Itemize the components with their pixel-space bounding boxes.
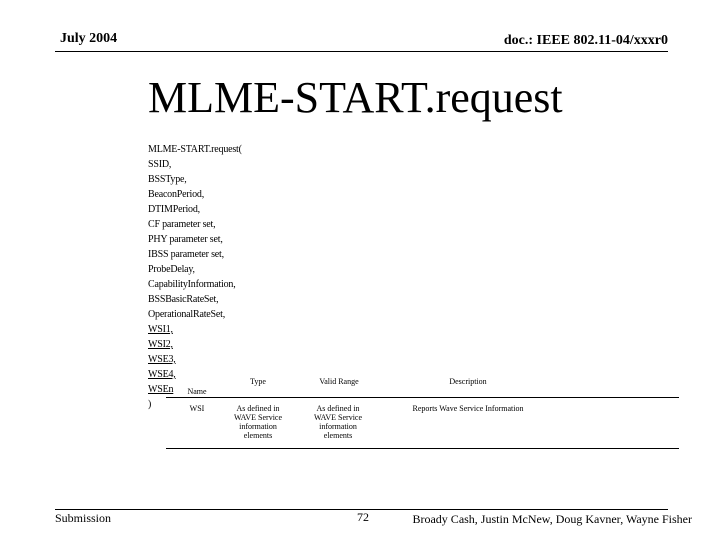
table-cell-name: WSI — [189, 404, 205, 413]
primitive-line: BeaconPeriod, — [148, 189, 204, 200]
table-bottom-rule — [166, 448, 679, 449]
table-cell-type: As defined in WAVE Service information elements — [233, 404, 283, 440]
primitive-line-underlined: WSI2, — [148, 339, 173, 350]
header-divider — [55, 51, 668, 52]
primitive-line: PHY parameter set, — [148, 234, 223, 245]
primitive-line-underlined: WSE4, — [148, 369, 176, 380]
table-cell-valid-range: As defined in WAVE Service information elements — [313, 404, 363, 440]
primitive-line: OperationalRateSet, — [148, 309, 226, 320]
table-header-name: Name — [187, 387, 207, 396]
primitive-line-underlined: WSE3, — [148, 354, 176, 365]
primitive-line: CapabilityInformation, — [148, 279, 236, 290]
primitive-line: ) — [148, 399, 152, 410]
primitive-line: BSSBasicRateSet, — [148, 294, 219, 305]
table-cell-description: Reports Wave Service Information — [412, 404, 524, 413]
footer-submission: Submission — [55, 511, 112, 525]
table-header-valid-range: Valid Range — [319, 377, 359, 386]
primitive-line-underlined: WSEn — [148, 384, 174, 395]
parameter-table — [148, 371, 679, 449]
primitive-line: ProbeDelay, — [148, 264, 195, 275]
primitive-line: BSSType, — [148, 174, 187, 185]
primitive-line: SSID, — [148, 159, 172, 170]
table-header-description: Description — [449, 377, 487, 386]
table-header-rule — [166, 397, 679, 398]
primitive-line: MLME-START.request( — [148, 144, 242, 155]
primitive-line: DTIMPeriod, — [148, 204, 200, 215]
header-date: July 2004 — [60, 31, 118, 46]
primitive-line-underlined: WSI1, — [148, 324, 173, 335]
footer-authors: Broady Cash, Justin McNew, Doug Kavner, Wayne Fisher — [412, 512, 692, 526]
primitive-line: IBSS parameter set, — [148, 249, 224, 260]
primitive-line: CF parameter set, — [148, 219, 216, 230]
footer-page-number: 72 — [357, 510, 369, 524]
table-header-type: Type — [250, 377, 266, 386]
slide-title: MLME-START.request — [148, 73, 563, 122]
header-doc-id: doc.: IEEE 802.11-04/xxxr0 — [503, 33, 668, 48]
